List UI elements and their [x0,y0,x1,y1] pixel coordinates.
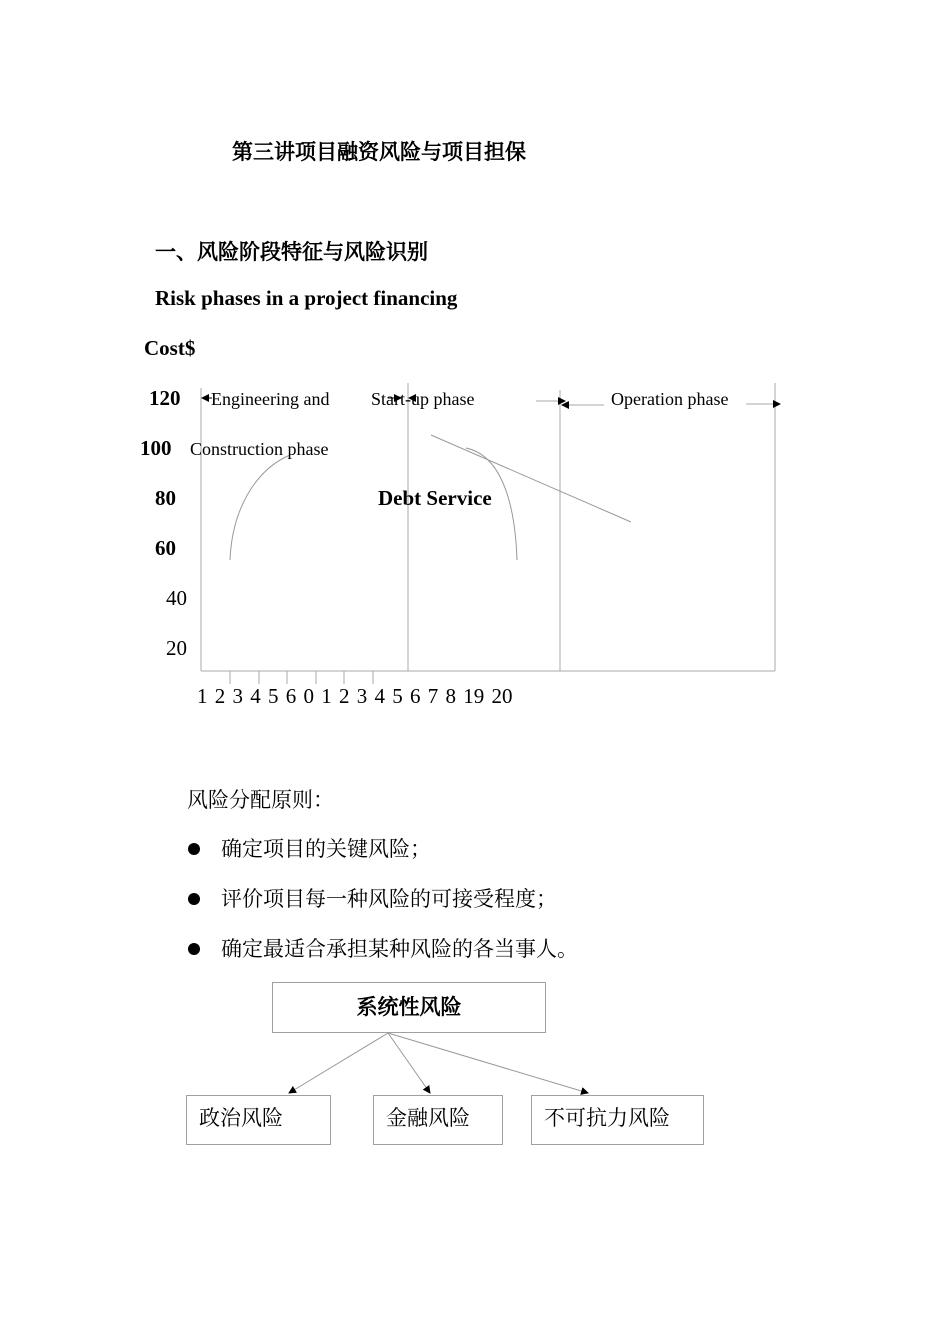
x-tick-labels: 1 2 3 4 5 6 0 1 2 3 4 5 6 7 8 19 20 [197,684,513,708]
list-item-text: 确定最适合承担某种风险的各当事人。 [221,937,578,961]
phase-label-operation: Operation phase [611,389,729,409]
bullet-icon [188,943,200,955]
risk-child-box [531,1095,704,1145]
risk-root-label: 系统性风险 [356,995,462,1019]
document-title: 第三讲项目融资风险与项目担保 [232,140,526,164]
risk-child-box [373,1095,503,1145]
phase-label-engineering: Engineering and [211,389,330,409]
connector-political [289,1033,388,1093]
list-item [188,833,431,863]
section-heading: 一、风险阶段特征与风险识别 [155,240,428,264]
y-tick-label: 60 [155,536,176,560]
risk-child-box [186,1095,331,1145]
connector-force-majeure [388,1033,588,1093]
y-axis-label: Cost$ [144,336,196,360]
list-item-text: 评价项目每一种风险的可接受程度； [221,887,557,911]
y-tick-label: 80 [155,486,176,510]
risk-child-label: 政治风险 [199,1106,283,1130]
principles-title: 风险分配原则： [187,788,334,812]
list-item-text: 确定项目的关键风险； [221,837,431,861]
risk-root-box [272,982,546,1033]
list-item [188,883,557,913]
connector-financial [388,1033,430,1093]
construction-cost-curve [230,455,290,560]
phase-label-startup: Start-up phase [371,389,475,409]
y-tick-label: 20 [166,636,187,660]
debt-service-label: Debt Service [378,486,492,510]
y-tick-label: 100 [140,436,172,460]
figure-title: Risk phases in a project financing [155,286,458,310]
x-tick-marks [230,671,373,684]
list-item [188,933,578,963]
y-tick-label: 40 [166,586,187,610]
bullet-icon [188,843,200,855]
bullet-icon [188,893,200,905]
y-tick-label: 120 [149,386,181,410]
phase-label-construction: Construction phase [190,439,329,459]
risk-child-label: 金融风险 [386,1106,470,1130]
risk-child-label: 不可抗力风险 [544,1106,670,1130]
